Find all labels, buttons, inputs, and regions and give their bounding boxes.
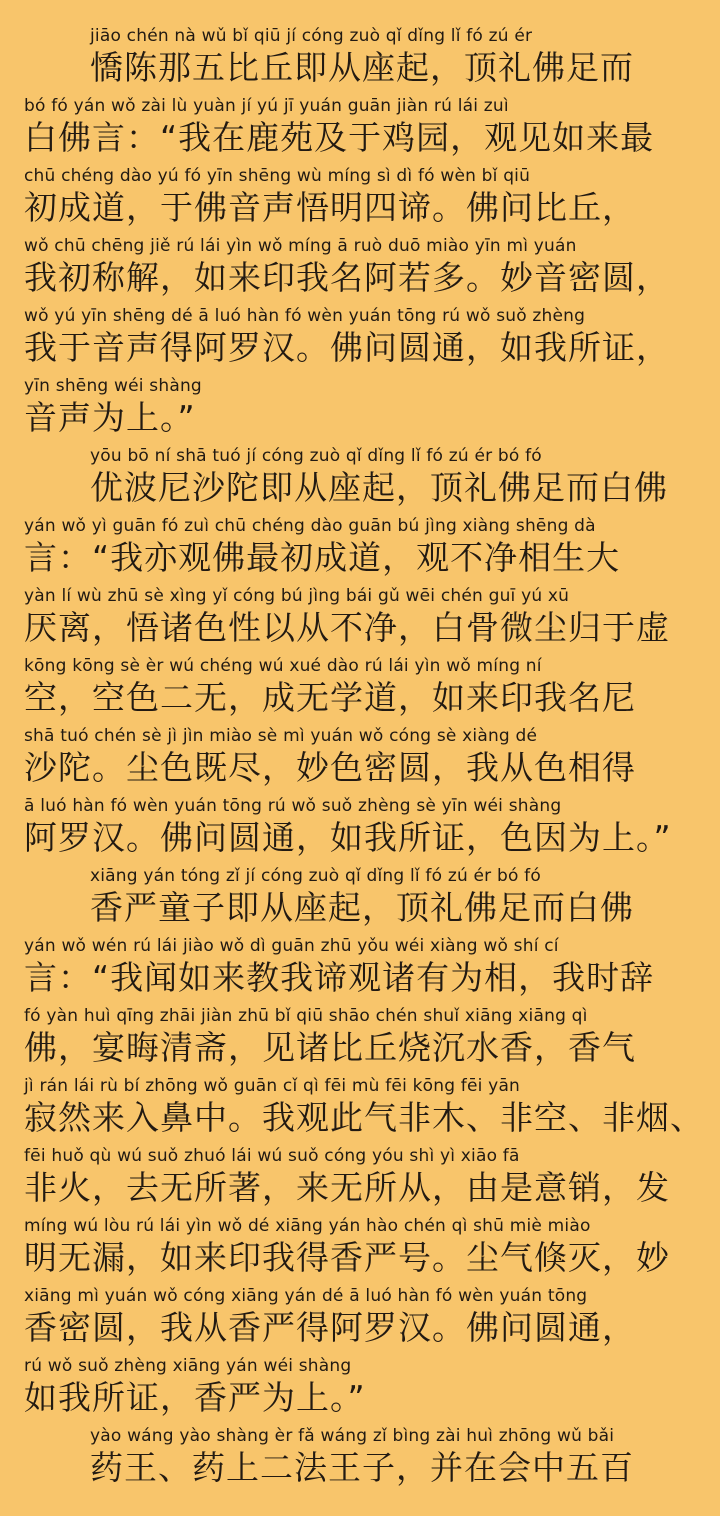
text-line bbox=[24, 1354, 700, 1424]
pinyin-line: yào wáng yào shàng èr fǎ wáng zǐ bìng zài huì zhōng wǔ bǎi bbox=[90, 1426, 615, 1446]
pinyin-line: kōng kōng sè èr wú chéng wú xué dào rú lái yìn wǒ míng ní bbox=[24, 656, 542, 676]
hanzi-line: 白佛言：“我在鹿苑及于鸡园，观见如来最 bbox=[24, 118, 655, 157]
hanzi-line: 音声为上。” bbox=[24, 398, 196, 437]
pinyin-line: yōu bō ní shā tuó jí cóng zuò qǐ dǐng lǐ fó zú ér bó fó bbox=[90, 446, 542, 466]
pinyin-line: fó yàn huì qīng zhāi jiàn zhū bǐ qiū shāo chén shuǐ xiāng xiāng qì bbox=[24, 1006, 588, 1026]
pinyin-line: xiāng yán tóng zǐ jí cóng zuò qǐ dǐng lǐ fó zú ér bó fó bbox=[90, 866, 541, 886]
hanzi-line: 我于音声得阿罗汉。佛问圆通，如我所证， bbox=[24, 328, 670, 367]
text-line bbox=[24, 94, 700, 164]
pinyin-line: xiāng mì yuán wǒ cóng xiāng yán dé ā luó hàn fó wèn yuán tōng bbox=[24, 1286, 588, 1306]
text-line bbox=[24, 374, 700, 444]
pinyin-line: yán wǒ wén rú lái jiào wǒ dì guān zhū yǒu wéi xiàng wǒ shí cí bbox=[24, 936, 559, 956]
hanzi-line: 香严童子即从座起，顶礼佛足而白佛 bbox=[90, 888, 634, 927]
hanzi-line: 明无漏，如来印我得香严号。尘气倏灭，妙 bbox=[24, 1238, 670, 1277]
hanzi-line: 寂然来入鼻中。我观此气非木、非空、非烟、 bbox=[24, 1098, 704, 1137]
text-line bbox=[24, 1424, 700, 1494]
text-line bbox=[24, 1284, 700, 1354]
text-line bbox=[24, 934, 700, 1004]
pinyin-line: shā tuó chén sè jì jìn miào sè mì yuán wǒ cóng sè xiàng dé bbox=[24, 726, 538, 746]
pinyin-line: yán wǒ yì guān fó zuì chū chéng dào guān bú jìng xiàng shēng dà bbox=[24, 516, 596, 536]
pinyin-line: chū chéng dào yú fó yīn shēng wù míng sì dì fó wèn bǐ qiū bbox=[24, 166, 531, 186]
hanzi-line: 非火，去无所著，来无所从，由是意销，发 bbox=[24, 1168, 670, 1207]
text-line bbox=[24, 1144, 700, 1214]
pinyin-line: ā luó hàn fó wèn yuán tōng rú wǒ suǒ zhèng sè yīn wéi shàng bbox=[24, 796, 562, 816]
text-line bbox=[24, 164, 700, 234]
hanzi-line: 初成道，于佛音声悟明四谛。佛问比丘， bbox=[24, 188, 636, 227]
hanzi-line: 憍陈那五比丘即从座起，顶礼佛足而 bbox=[90, 48, 634, 87]
text-line bbox=[24, 304, 700, 374]
pinyin-line: wǒ yú yīn shēng dé ā luó hàn fó wèn yuán tōng rú wǒ suǒ zhèng bbox=[24, 306, 586, 326]
text-line bbox=[24, 514, 700, 584]
text-line bbox=[24, 794, 700, 864]
pinyin-line: jì rán lái rù bí zhōng wǒ guān cǐ qì fēi mù fēi kōng fēi yān bbox=[24, 1076, 521, 1096]
pinyin-line: fēi huǒ qù wú suǒ zhuó lái wú suǒ cóng yóu shì yì xiāo fā bbox=[24, 1146, 520, 1166]
hanzi-line: 阿罗汉。佛问圆通，如我所证，色因为上。” bbox=[24, 818, 672, 857]
pinyin-line: yàn lí wù zhū sè xìng yǐ cóng bú jìng bái gǔ wēi chén guī yú xū bbox=[24, 586, 570, 606]
text-line bbox=[24, 654, 700, 724]
hanzi-line: 厌离，悟诸色性以从不净，白骨微尘归于虚 bbox=[24, 608, 670, 647]
hanzi-line: 沙陀。尘色既尽，妙色密圆，我从色相得 bbox=[24, 748, 636, 787]
hanzi-line: 我初称解，如来印我名阿若多。妙音密圆， bbox=[24, 258, 670, 297]
hanzi-line: 佛，宴晦清斋，见诸比丘烧沉水香，香气 bbox=[24, 1028, 636, 1067]
hanzi-line: 言：“我闻如来教我谛观诸有为相，我时辞 bbox=[24, 958, 655, 997]
hanzi-line: 香密圆，我从香严得阿罗汉。佛问圆通， bbox=[24, 1308, 636, 1347]
text-line bbox=[24, 1004, 700, 1074]
pinyin-line: yīn shēng wéi shàng bbox=[24, 376, 202, 396]
pinyin-line: bó fó yán wǒ zài lù yuàn jí yú jī yuán guān jiàn rú lái zuì bbox=[24, 96, 509, 116]
text-line bbox=[24, 24, 700, 94]
text-line bbox=[24, 234, 700, 304]
hanzi-line: 如我所证，香严为上。” bbox=[24, 1378, 366, 1417]
hanzi-line: 空，空色二无，成无学道，如来印我名尼 bbox=[24, 678, 636, 717]
text-line bbox=[24, 724, 700, 794]
pinyin-line: wǒ chū chēng jiě rú lái yìn wǒ míng ā ruò duō miào yīn mì yuán bbox=[24, 236, 577, 256]
text-line bbox=[24, 1214, 700, 1284]
pinyin-line: jiāo chén nà wǔ bǐ qiū jí cóng zuò qǐ dǐng lǐ fó zú ér bbox=[90, 26, 533, 46]
text-line bbox=[24, 1074, 704, 1144]
pinyin-line: míng wú lòu rú lái yìn wǒ dé xiāng yán hào chén qì shū miè miào bbox=[24, 1216, 591, 1236]
hanzi-line: 药王、药上二法王子，并在会中五百 bbox=[90, 1448, 634, 1487]
text-line bbox=[24, 864, 700, 934]
pinyin-line: rú wǒ suǒ zhèng xiāng yán wéi shàng bbox=[24, 1356, 352, 1376]
hanzi-line: 优波尼沙陀即从座起，顶礼佛足而白佛 bbox=[90, 468, 668, 507]
hanzi-line: 言：“我亦观佛最初成道，观不净相生大 bbox=[24, 538, 621, 577]
text-line bbox=[24, 584, 700, 654]
text-line bbox=[24, 444, 700, 514]
